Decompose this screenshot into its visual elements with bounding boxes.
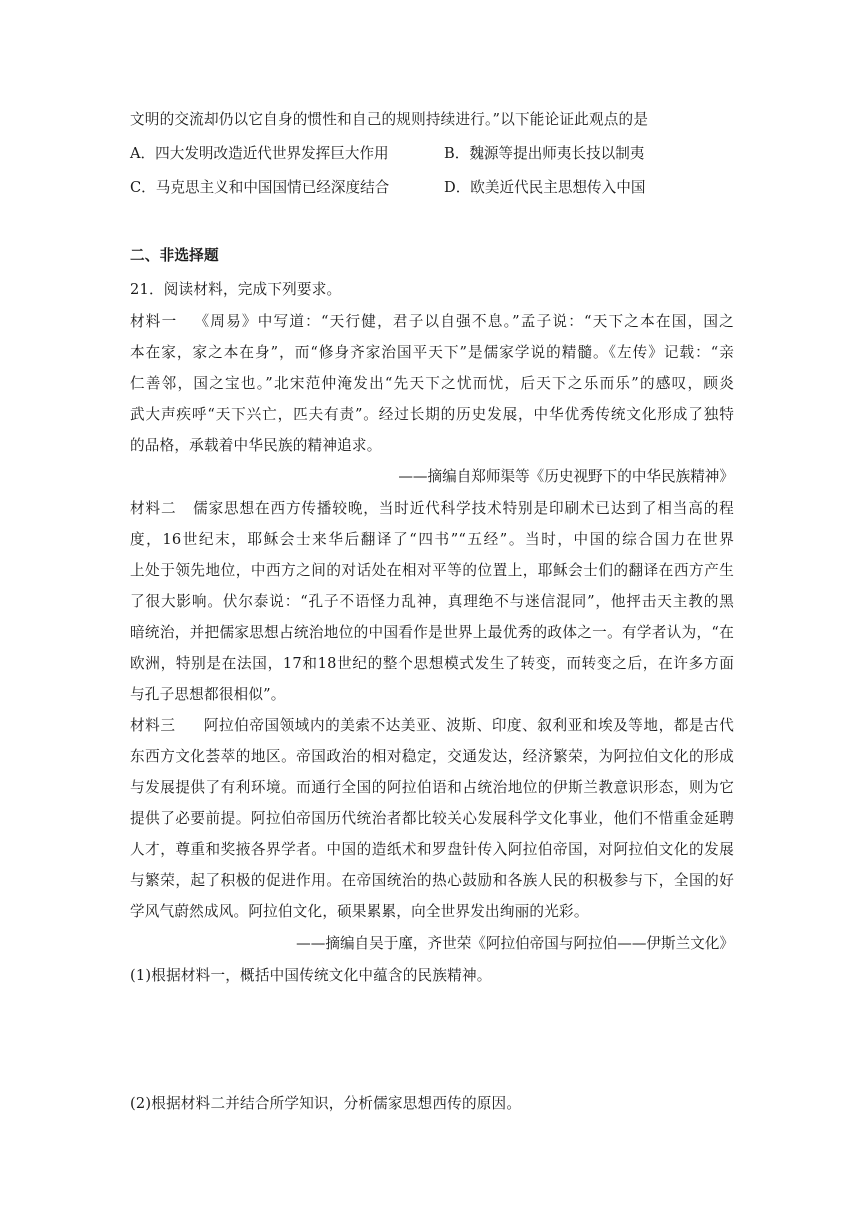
material1-line: 本在家，家之本在身”，而“修身齐家治国平天下”是儒家学说的精髓。《左传》记载：“亲	[130, 344, 734, 361]
material3-tag: 材料三	[130, 717, 176, 734]
option-a: A．四大发明改造近代世界发挥巨大作用	[130, 145, 389, 162]
material1-line: 武大声疾呼“天下兴亡，匹夫有责”。经过长期的历史发展，中华优秀传统文化形成了独特	[130, 406, 734, 423]
sub-question-2: (2)根据材料二并结合所学知识，分析儒家思想西传的原因。	[130, 1095, 522, 1112]
section-title: 二、非选择题	[130, 247, 219, 264]
material2-line: 了很大影响。伏尔泰说：“孔子不语怪力乱神，真理绝不与迷信混同”，他抨击天主教的黑	[130, 593, 734, 610]
material3-line: 人才，尊重和奖掖各界学者。中国的造纸术和罗盘针传入阿拉伯帝国，对阿拉伯文化的发展	[130, 841, 734, 858]
material2-line: 材料二 儒家思想在西方传播较晚，当时近代科学技术特别是印刷术已达到了相当高的程	[130, 500, 734, 517]
prev-question-stem: 文明的交流却仍以它自身的惯性和自己的规则持续进行。”以下能论证此观点的是	[130, 111, 649, 128]
material2-line: 暗统治，并把儒家思想占统治地位的中国看作是世界上最优秀的政体之一。有学者认为，“在	[130, 624, 734, 641]
material3-line: 提供了必要前提。阿拉伯帝国历代统治者都比较关心发展科学文化事业，他们不惜重金延聘	[130, 810, 734, 827]
material3-source: ——摘编自吴于廑，齐世荣《阿拉伯帝国与阿拉伯——伊斯兰文化》	[296, 935, 734, 952]
question-intro: 21．阅读材料，完成下列要求。	[130, 281, 342, 298]
material2-tag: 材料二	[130, 500, 177, 517]
option-d: D．欧美近代民主思想传入中国	[444, 179, 646, 196]
material3-line: 学风气蔚然成风。阿拉伯文化，硕果累累，向全世界发出绚丽的光彩。	[130, 903, 589, 920]
option-c: C．马克思主义和中国国情已经深度结合	[130, 179, 390, 196]
material1-source: ——摘编自郑师渠等《历史视野下的中华民族精神》	[398, 468, 734, 485]
material1-tag: 材料一	[130, 313, 178, 330]
material2-line: 上处于领先地位，中西方之间的对话处在相对平等的位置上，耶稣会士们的翻译在西方产生	[130, 562, 734, 579]
material1-line: 材料一 《周易》中写道：“天行健，君子以自强不息。”孟子说：“天下之本在国，国之	[130, 313, 734, 330]
option-b: B．魏源等提出师夷长技以制夷	[444, 145, 645, 162]
material2-line: 欧洲，特别是在法国，17和18世纪的整个思想模式发生了转变，而转变之后，在许多方面	[130, 655, 734, 672]
material3-line: 材料三 阿拉伯帝国领域内的美索不达美亚、波斯、印度、叙利亚和埃及等地，都是古代	[130, 717, 734, 734]
material2-line: 与孔子思想都很相似”。	[130, 686, 286, 703]
material1-line: 仁善邻，国之宝也。”北宋范仲淹发出“先天下之忧而忧，后天下之乐而乐”的感叹，顾炎	[130, 375, 734, 392]
material3-line: 与繁荣，起了积极的促进作用。在帝国统治的热心鼓励和各族人民的积极参与下，全国的好	[130, 872, 734, 889]
material1-line: 的品格，承载着中华民族的精神追求。	[130, 437, 382, 454]
material2-line: 度，16世纪末，耶稣会士来华后翻译了“四书”“五经”。当时，中国的综合国力在世界	[130, 531, 734, 548]
material3-line: 与发展提供了有利环境。而通行全国的阿拉伯语和占统治地位的伊斯兰教意识形态，则为它	[130, 779, 734, 796]
material3-line: 东西方文化荟萃的地区。帝国政治的相对稳定，交通发达，经济繁荣，为阿拉伯文化的形成	[130, 748, 734, 765]
sub-question-1: (1)根据材料一，概括中国传统文化中蕴含的民族精神。	[130, 967, 492, 984]
